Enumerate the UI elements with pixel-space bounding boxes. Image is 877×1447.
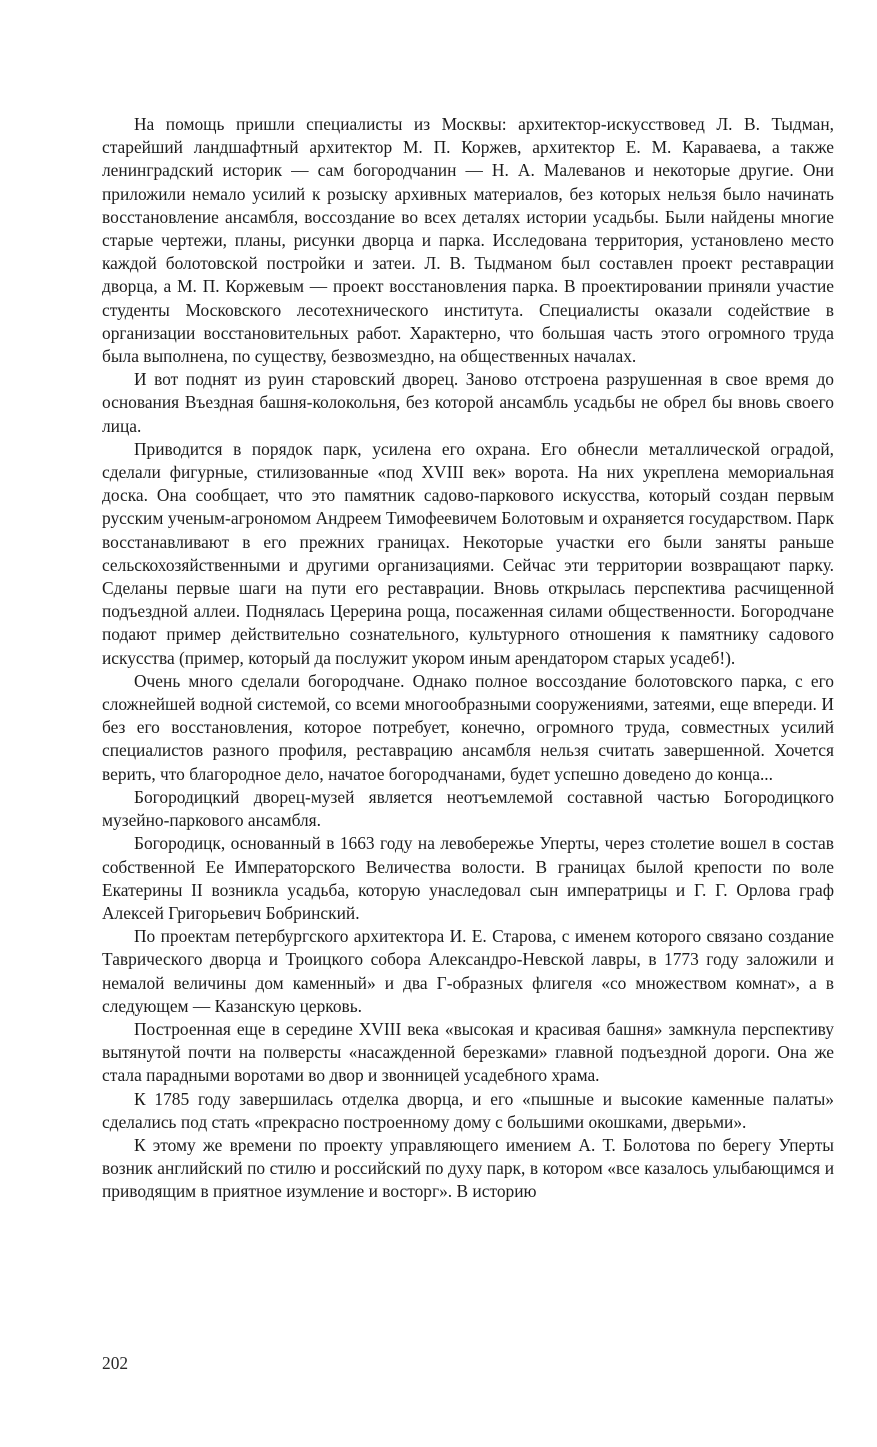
paragraph-10: К этому же времени по проекту управляющего имением А. Т. Болотова по берегу Уперты возник английский по стилю и российский по духу парк, в котором «все казалось улыбающимся и приводящим в приятное изумление и восторг». В историю: [102, 1134, 834, 1202]
paragraph-8: Построенная еще в середине XVIII века «высокая и красивая башня» замкнула перспективу вытянутой почти на полверсты «насажденной березками» главной подъездной дороги. Она же стала парадными воротами во двор и звонницей усадебного храма.: [102, 1018, 834, 1086]
paragraph-2: И вот поднят из руин старовский дворец. Заново отстроена разрушенная в свое время до основания Въездная башня-колокольня, без которой ансамбль усадьбы не обрел бы вновь своего лица.: [102, 369, 834, 436]
paragraph-5: Богородицкий дворец-музей является неотъемлемой составной частью Богородицкого музейно-паркового ансамбля.: [102, 786, 834, 831]
paragraph-3: Приводится в порядок парк, усилена его охрана. Его обнесли металлической оградой, сделали фигурные, стилизованные «под XVIII век» ворота. На них укреплена мемориальная доска. Она сообщает, что это памятник садово-паркового искусства, который создан первым русским ученым-агрономом Андреем Тимофеевичем Болотовым и охраняется государством. Парк восстанавливают в его прежних границах. Некоторые участки его были заняты раньше сельскохозяйственными и другими организациями. Сейчас эти территории возвращают парку. Сделаны первые шаги на пути его реставрации. Вновь открылась перспектива расчищенной подъездной аллеи. Поднялась Церерина роща, посаженная силами общественности. Богородчане подают пример действительно сознательного, культурного отношения к памятнику садового искусства (пример, который да послужит укором иным арендатором старых усадеб!).: [102, 438, 834, 668]
paragraph-6: Богородицк, основанный в 1663 году на левобережье Уперты, через столетие вошел в состав собственной Ее Императорского Величества волости. В границах былой крепости по воле Екатерины II возникла усадьба, которую унаследовал сын императрицы и Г. Г. Орлова граф Алексей Григорьевич Бобринский.: [102, 833, 834, 923]
paragraph-9: К 1785 году завершилась отделка дворца, и его «пышные и высокие каменные палаты» сделались под стать «прекрасно построенному дому с большими окошками, дверьми».: [102, 1088, 834, 1132]
paragraph-1: На помощь пришли специалисты из Москвы: архитектор-искусствовед Л. В. Тыдман, старейший ландшафтный архитектор М. П. Коржев, архитектор Е. М. Караваева, а также ленинградский историк — сам богородчанин — Н. А. Малеванов и некоторые другие. Они приложили немало усилий к розыску архивных материалов, без которых нельзя было начинать восстановление ансамбля, воссоздание во всех деталях истории усадьбы. Были найдены многие старые чертежи, планы, рисунки дворца и парка. Исследована территория, установлено место каждой болотовской постройки и затеи. Л. В. Тыдманом был составлен проект реставрации дворца, а М. П. Коржевым — проект восстановления парка. В проектировании приняли участие студенты Московского лесотехнического института. Специалисты оказали содействие в организации восстановительных работ. Характерно, что большая часть этого огромного труда была выполнена, по существу, безвозмездно, на общественных началах.: [102, 114, 834, 367]
paragraph-4: Очень много сделали богородчане. Однако полное воссоздание болотовского парка, с его сложнейшей водной системой, со всеми многообразными сооружениями, затеями, еще впереди. И без его восстановления, которое потребует, конечно, огромного труда, совместных усилий специалистов разного профиля, реставрацию ансамбля нельзя считать завершенной. Хочется верить, что благородное дело, начатое богородчанами, будет успешно доведено до конца...: [102, 670, 834, 784]
page-number: 202: [102, 1353, 129, 1373]
paragraph-7: По проектам петербургского архитектора И. Е. Старова, с именем которого связано создание Таврического дворца и Троицкого собора Александро-Невской лавры, в 1773 году заложили и немалой величины дом каменный» и два Г-образных флигеля «со множеством комнат», а в следующем — Казанскую церковь.: [102, 926, 834, 1016]
page-text-body: [102, 113, 834, 1204]
